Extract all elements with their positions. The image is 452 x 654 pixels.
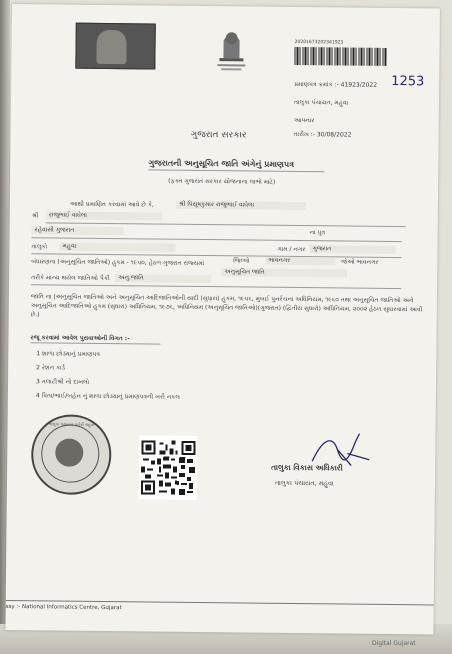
- relation-text: ના પુત્ર: [309, 229, 326, 237]
- state-field: રહેવાસી ગુજરાત: [32, 226, 124, 235]
- office-seal: [31, 414, 112, 495]
- legal-paragraph: જાતિ ના (અનુસૂચિત જાતિઓ અને અનુસૂચિત આદિજાતિઓની યાદી (સુધારા) હુકમ, ૧૯૫૬, મુંબઈ પુનર્રચના અધિનિયમ, ૧૯૬૦ તથા અનુસૂચિત જાતિઓ અને અનુસૂચિત આદિજાતિઓ હુકમ (સુધારા) અધિનિયમ, ૧૯૭૬, અધિનિયમ (અનુસૂચિત જાતિઓ)(ગુજરાત) (દ્વિતીય સુધારો) અધિનિયમ, ૨૦૦૨ હેઠળ સુધારવામાં આવી છે.): [30, 293, 423, 319]
- issuer-label: આપનાર: [293, 116, 315, 125]
- issue-date: તારીખ :- 30/08/2022: [293, 130, 352, 139]
- row-line: [32, 237, 402, 242]
- signature-office: તાલુકા પંચાયત, મહુવા: [274, 478, 334, 488]
- order-text: બંધારણના (અનુસૂચિત જાતિઓ) હુકમ - ૧૯૫૦, હેઠળ ગુજરાત રાજ્યમાં: [31, 258, 205, 268]
- digital-gujarat-label: Digital Gujarat: [372, 640, 416, 647]
- certificate-page: [5, 4, 440, 634]
- caste-label: તરીકે માન્ય થયેલ જાતિઓ પૈકી: [31, 274, 110, 283]
- barcode-number: 20201673202341923: [294, 39, 344, 46]
- signature-title: તાલુકા વિકાસ અધિકારી: [271, 462, 343, 473]
- title-underline: [148, 169, 324, 172]
- issuing-office: તાલુકા પંચાયત, મહુવા: [293, 98, 349, 107]
- row-line: [31, 284, 401, 289]
- intro-text: આથી પ્રમાણિત કરવામાં આવે છે કે,: [69, 200, 155, 209]
- category-field: અનુસૂચિત જાતિ: [221, 268, 347, 277]
- barcode: [294, 47, 386, 66]
- documents-heading: રજૂ કરવામાં આવેલ પુરાવાઓની વિગત :-: [30, 334, 130, 343]
- certificate-title: ગુજરાતની અનુસૂચિત જાતિ અંગેનું પ્રમાણપત્ર: [148, 158, 295, 169]
- row-line: [31, 253, 401, 258]
- applicant-name: શ્રી પિયુષકુમાર રાજુભાઈ વાઘેલા: [176, 201, 306, 210]
- certificate-number: પ્રમાણપત્ર ક્રમાંક :- 41923/2022: [294, 80, 378, 89]
- taluka-field: મહુવા: [59, 243, 175, 252]
- district-suffix: જેઓ ભાવનગર: [341, 258, 379, 266]
- heading-underline: [30, 342, 160, 344]
- seal-text: તાલુકા પંચાયત કચેરી મહુવા: [48, 421, 95, 427]
- national-emblem-icon: [211, 24, 252, 72]
- taluka-label: તાલુકો: [31, 243, 48, 251]
- document-item: 2 રેશન કાર્ડ: [36, 364, 66, 372]
- certificate-subtitle: (ફક્ત ગુજરાત સરકાર યોજનાના લાભો માટે): [168, 177, 276, 186]
- handwritten-number: 1253: [391, 73, 425, 90]
- document-item: 3 તલાટીશ્રી નો દાખલો: [36, 378, 90, 386]
- document-item: 4 પિતા/ભાઈ/બહેન નું શાળા છોડ્યાનું પ્રમાણપત્રની ખરી નકલ: [35, 392, 181, 401]
- father-label: શ્રી: [31, 212, 39, 220]
- footer-credit: ssy :- National Informatics Centre, Gujarat: [5, 603, 122, 612]
- applicant-photo: [75, 23, 155, 70]
- district-label: જિલ્લો: [233, 257, 250, 265]
- government-title: ગુજરાત સરકાર: [190, 129, 247, 141]
- district-field: ભાવનગર: [265, 257, 335, 266]
- qr-code: [139, 435, 198, 500]
- father-name: રાજુભાઈ વાઘેલા: [46, 211, 162, 220]
- village-label: ગામ / નગર: [277, 245, 306, 254]
- caste-field: અનુ.જાતિ: [115, 274, 211, 283]
- village-field: ગુજરાત: [309, 245, 395, 254]
- document-item: 1 શાળા છોડ્યાનું પ્રમાણપત્ર: [36, 350, 100, 358]
